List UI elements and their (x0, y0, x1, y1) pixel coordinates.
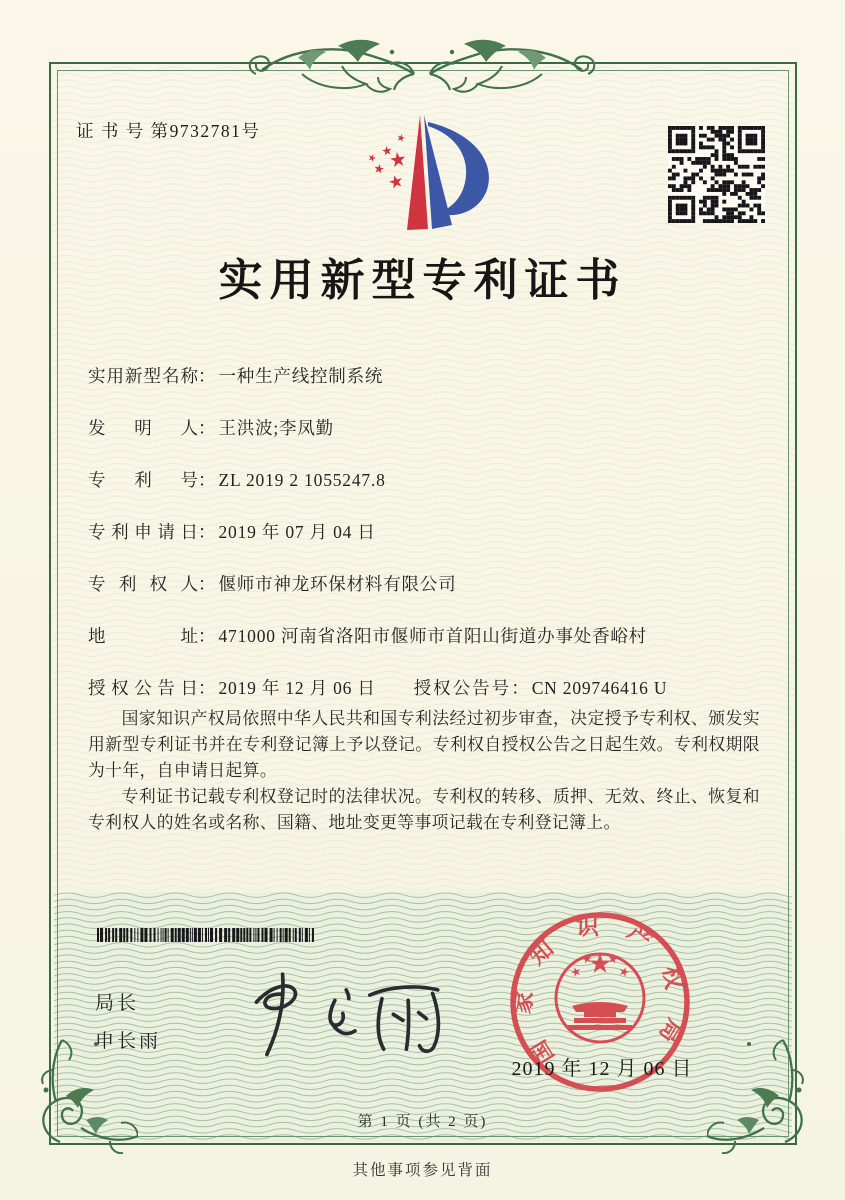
national-emblem-icon (556, 953, 644, 1042)
field-value: 一种生产线控制系统 (218, 366, 384, 386)
legal-text (88, 706, 760, 836)
legal-paragraph-1: 国家知识产权局依照中华人民共和国专利法经过初步审查，决定授予专利权、颁发实用新型专利证书并在专利登记簿上予以登记。专利权自授权公告之日起生效。专利权期限为十年，自申请日起算。 (88, 709, 760, 780)
field-inventors: 发明人 ： 王洪波;李凤勤 (88, 418, 334, 438)
field-label: 地址 (88, 626, 198, 646)
seal-date: 2019 年 12 月 06 日 (511, 1058, 693, 1080)
field-invention-name: 实用新型名称 ： 一种生产线控制系统 (88, 366, 384, 386)
field-patentee: 专利权人 ： 偃师市神龙环保材料有限公司 (88, 574, 457, 594)
field-value: CN 209746416 U (531, 678, 668, 698)
dragon-scroll-ornament (242, 18, 602, 100)
cnipa-logo-icon (352, 110, 504, 238)
field-value: 偃师市神龙环保材料有限公司 (218, 574, 457, 594)
field-label: 专利号 (88, 470, 198, 490)
field-value: 王洪波;李凤勤 (218, 418, 334, 438)
field-value: ZL 2019 2 1055247.8 (218, 470, 386, 490)
officer-title: 局长 (95, 993, 140, 1014)
field-list (88, 352, 762, 728)
back-note: 其他事项参见背面 (352, 1162, 493, 1179)
signature-icon (232, 962, 450, 1064)
certificate-number: 证 书 号 第9732781号 (76, 121, 261, 141)
field-value: 2019 年 12 月 06 日 (218, 678, 376, 698)
seal-text: 国家知识产权局 (509, 913, 691, 1069)
qr-code-icon (668, 126, 765, 223)
officer-name: 申长雨 (95, 1031, 162, 1052)
svg-text:国家知识产权局 (508, 914, 691, 1069)
field-value: 2019 年 07 月 04 日 (218, 522, 376, 542)
field-label: 专利权人 (88, 574, 198, 594)
field-label: 发明人 (88, 418, 198, 438)
field-grant-row: 授权公告日 ： 2019 年 12 月 06 日 授权公告号 ： CN 209746416 U (88, 678, 668, 698)
field-grant-number: 授权公告号 ： CN 209746416 U (413, 678, 668, 698)
field-label: 授权公告日 (88, 678, 198, 698)
field-label: 实用新型名称 (88, 366, 198, 386)
barcode-icon (97, 928, 321, 942)
field-label: 专利申请日 (88, 522, 198, 542)
field-value: 471000 河南省洛阳市偃师市首阳山街道办事处香峪村 (218, 626, 647, 646)
field-patent-number: 专利号 ： ZL 2019 2 1055247.8 (88, 470, 386, 490)
certificate-title: 实用新型专利证书 (218, 256, 627, 305)
corner-flourish-right (707, 1030, 819, 1154)
page-number: 第 1 页 (共 2 页) (357, 1114, 488, 1130)
field-filing-date: 专利申请日 ： 2019 年 07 月 04 日 (88, 522, 376, 542)
legal-paragraph-2: 专利证书记载专利权登记时的法律状况。专利权的转移、质押、无效、终止、恢复和专利权人的姓名或名称、国籍、地址变更等事项记载在专利登记簿上。 (88, 787, 760, 832)
field-label: 授权公告号 (413, 678, 512, 698)
field-address: 地址 ： 471000 河南省洛阳市偃师市首阳山街道办事处香峪村 (88, 626, 647, 646)
